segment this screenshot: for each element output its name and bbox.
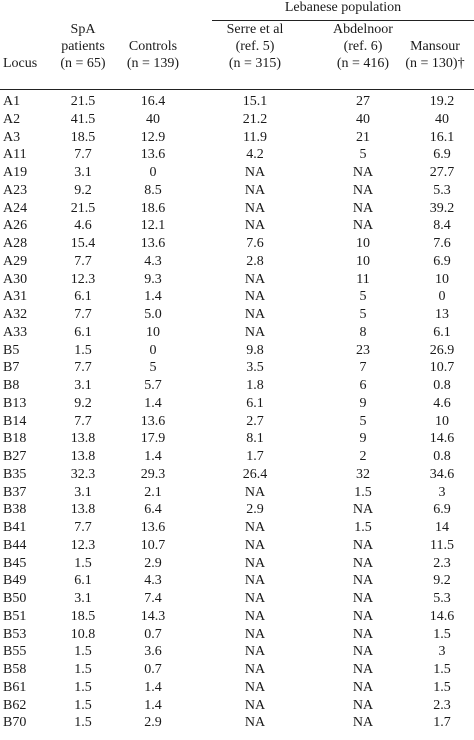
table-row <box>0 519 474 537</box>
serre-cell: NA <box>244 537 266 553</box>
table-row <box>0 182 474 200</box>
controls-cell: 8.5 <box>144 182 162 198</box>
controls-cell: 12.1 <box>140 218 166 234</box>
locus-cell: A30 <box>3 271 28 287</box>
locus-cell: A28 <box>3 236 28 251</box>
spa-patients-cell: 1.5 <box>74 644 92 660</box>
abdelnoor-cell: 11 <box>356 271 370 287</box>
locus-cell: B14 <box>3 413 27 429</box>
mansour-cell: 14.6 <box>429 608 455 624</box>
controls-cell: 16.4 <box>140 94 166 109</box>
table-row <box>0 93 474 111</box>
mansour-cell: 3 <box>438 644 446 660</box>
spa-patients-cell: 3.1 <box>74 378 92 393</box>
abdelnoor-cell: 5 <box>359 413 367 429</box>
controls-cell: 0.7 <box>144 626 162 642</box>
locus-cell: B38 <box>3 502 27 518</box>
table-row <box>0 413 474 431</box>
table-row <box>0 572 474 590</box>
header-line: patients <box>61 39 105 54</box>
table-row <box>0 501 474 519</box>
serre-cell: NA <box>244 697 266 713</box>
controls-cell: 10.7 <box>140 537 166 553</box>
abdelnoor-cell: NA <box>352 697 374 713</box>
abdelnoor-cell: 9 <box>359 395 367 411</box>
locus-cell: B45 <box>3 555 27 571</box>
locus-cell: B41 <box>3 520 27 535</box>
mansour-cell: 5.3 <box>433 182 451 198</box>
controls-cell: 2.9 <box>144 555 162 571</box>
mansour-cell: 27.7 <box>429 165 455 180</box>
locus-cell: A32 <box>3 307 28 322</box>
serre-cell: 9.8 <box>246 342 264 358</box>
spa-patients-cell: 3.1 <box>74 484 92 500</box>
table-row <box>0 590 474 608</box>
locus-cell: A19 <box>3 165 28 180</box>
spa-patients-cell: 1.5 <box>74 697 92 713</box>
mansour-cell: 2.3 <box>433 555 451 571</box>
table-row <box>0 111 474 129</box>
controls-cell: 7.4 <box>144 591 162 606</box>
table-row <box>0 714 474 732</box>
header-line <box>3 21 53 38</box>
header-line: (ref. 6) <box>343 39 383 54</box>
abdelnoor-cell: NA <box>352 182 374 198</box>
header-line: (ref. 5) <box>235 39 275 54</box>
spa-patients-cell: 13.8 <box>70 431 96 447</box>
mansour-cell: 10 <box>435 413 449 429</box>
mansour-cell: 10.7 <box>429 360 455 376</box>
header-line <box>396 21 474 38</box>
table-row <box>0 430 474 448</box>
abdelnoor-cell: NA <box>352 608 374 624</box>
controls-cell: 0 <box>149 342 157 358</box>
locus-cell: B70 <box>3 715 27 731</box>
spa-patients-cell: 3.1 <box>74 165 92 180</box>
controls-cell: 6.4 <box>144 502 162 518</box>
locus-cell: A11 <box>3 147 27 163</box>
spa-patients-cell: 4.6 <box>74 218 92 234</box>
serre-cell: NA <box>244 182 266 198</box>
spa-patients-cell: 12.3 <box>70 537 96 553</box>
table-row <box>0 626 474 644</box>
header-line <box>117 21 189 38</box>
spa-patients-cell: 21.5 <box>70 200 96 216</box>
spa-patients-cell: 21.5 <box>70 94 96 109</box>
mansour-cell: 0.8 <box>433 449 451 464</box>
controls-cell: 1.4 <box>144 289 162 305</box>
serre-cell: NA <box>244 591 266 606</box>
serre-cell: 21.2 <box>242 111 268 127</box>
controls-cell: 18.6 <box>140 200 166 216</box>
abdelnoor-cell: 2 <box>359 449 367 464</box>
controls-cell: 5 <box>149 360 157 376</box>
spa-patients-cell: 12.3 <box>70 271 96 287</box>
locus-cell: B55 <box>3 644 27 660</box>
serre-cell: NA <box>244 520 266 535</box>
locus-cell: B5 <box>3 342 20 358</box>
serre-cell: NA <box>244 662 266 677</box>
mansour-cell: 26.9 <box>429 342 455 358</box>
spa-patients-cell: 1.5 <box>74 555 92 571</box>
table-row <box>0 342 474 360</box>
table-row <box>0 377 474 395</box>
serre-cell: 1.7 <box>246 449 264 464</box>
mansour-cell: 0 <box>438 289 446 305</box>
locus-cell: A33 <box>3 324 28 340</box>
spa-patients-cell: 6.1 <box>74 573 92 589</box>
locus-cell: A29 <box>3 253 28 269</box>
table-row <box>0 288 474 306</box>
abdelnoor-cell: NA <box>352 644 374 660</box>
serre-cell: NA <box>244 289 266 305</box>
serre-cell: NA <box>244 307 266 322</box>
spa-patients-cell: 15.4 <box>70 236 96 251</box>
locus-cell: A31 <box>3 289 28 305</box>
controls-cell: 13.6 <box>140 413 166 429</box>
header-line: Controls <box>128 39 178 54</box>
spa-patients-cell: 13.8 <box>70 502 96 518</box>
controls-cell: 14.3 <box>140 608 166 624</box>
serre-cell: 15.1 <box>242 94 268 109</box>
table-row <box>0 661 474 679</box>
table-row <box>0 679 474 697</box>
spa-patients-cell: 32.3 <box>70 466 96 482</box>
mansour-cell: 1.7 <box>433 715 451 731</box>
controls-cell: 1.4 <box>144 395 162 411</box>
mansour-cell: 14.6 <box>429 431 455 447</box>
mansour-cell: 6.9 <box>433 253 451 269</box>
mansour-cell: 3 <box>438 484 446 500</box>
locus-cell: A2 <box>3 111 21 127</box>
serre-cell: 8.1 <box>246 431 264 447</box>
mansour-cell: 13 <box>435 307 449 322</box>
spa-patients-cell: 7.7 <box>74 253 92 269</box>
serre-cell: NA <box>244 484 266 500</box>
abdelnoor-cell: 10 <box>356 236 370 251</box>
header-line: Mansour <box>410 39 460 54</box>
controls-cell: 4.3 <box>144 253 162 269</box>
abdelnoor-cell: NA <box>352 502 374 518</box>
controls-cell: 2.1 <box>144 484 162 500</box>
controls-cell: 13.6 <box>140 147 166 163</box>
table-row <box>0 146 474 164</box>
abdelnoor-cell: NA <box>352 537 374 553</box>
column-header-serre-et-al <box>210 21 300 72</box>
spa-patients-cell: 1.5 <box>74 662 92 677</box>
table-body <box>0 93 474 732</box>
column-header-mansour <box>396 21 474 72</box>
table-row <box>0 555 474 573</box>
serre-cell: NA <box>244 218 266 234</box>
column-header-locus <box>3 21 53 72</box>
controls-cell: 0 <box>149 165 157 180</box>
abdelnoor-cell: NA <box>352 591 374 606</box>
controls-cell: 13.6 <box>140 236 166 251</box>
controls-cell: 5.0 <box>144 307 162 322</box>
mansour-cell: 19.2 <box>429 94 455 109</box>
table-row <box>0 608 474 626</box>
spa-patients-cell: 41.5 <box>70 111 96 127</box>
abdelnoor-cell: 23 <box>356 342 370 358</box>
table-row <box>0 306 474 324</box>
abdelnoor-cell: NA <box>352 662 374 677</box>
table-row <box>0 484 474 502</box>
spa-patients-cell: 1.5 <box>74 679 92 695</box>
serre-cell: NA <box>244 555 266 571</box>
mansour-cell: 11.5 <box>430 537 454 553</box>
serre-cell: NA <box>244 608 266 624</box>
locus-cell: A24 <box>3 200 28 216</box>
locus-cell: A26 <box>3 218 28 234</box>
locus-cell: A1 <box>3 94 21 109</box>
header-line: Locus <box>3 56 38 71</box>
mansour-cell: 6.9 <box>433 147 451 163</box>
mansour-cell: 1.5 <box>433 662 451 677</box>
header-line: SpA <box>70 22 96 37</box>
table-row <box>0 235 474 253</box>
locus-cell: A23 <box>3 182 28 198</box>
mansour-cell: 8.4 <box>433 218 451 234</box>
table-row <box>0 466 474 484</box>
table-row <box>0 359 474 377</box>
table-row <box>0 129 474 147</box>
locus-cell: A3 <box>3 129 21 145</box>
column-header-spa-patients <box>51 21 115 72</box>
serre-cell: 2.7 <box>246 413 264 429</box>
serre-cell: NA <box>244 165 266 180</box>
serre-cell: 3.5 <box>246 360 264 376</box>
serre-cell: NA <box>244 573 266 589</box>
abdelnoor-cell: NA <box>352 555 374 571</box>
abdelnoor-cell: 21 <box>356 129 370 145</box>
spa-patients-cell: 1.5 <box>74 715 92 731</box>
serre-cell: 2.8 <box>246 253 264 269</box>
serre-cell: NA <box>244 200 266 216</box>
abdelnoor-cell: NA <box>352 573 374 589</box>
table-row <box>0 324 474 342</box>
header-rule <box>0 89 474 90</box>
spa-patients-cell: 7.7 <box>74 147 92 163</box>
locus-cell: B35 <box>3 466 27 482</box>
table-row <box>0 448 474 466</box>
serre-cell: 11.9 <box>243 129 267 145</box>
serre-cell: 4.2 <box>246 147 264 163</box>
locus-cell: B49 <box>3 573 27 589</box>
table-row <box>0 643 474 661</box>
abdelnoor-cell: NA <box>352 679 374 695</box>
spa-patients-cell: 7.7 <box>74 360 92 376</box>
header-line: (n = 65) <box>60 56 106 71</box>
abdelnoor-cell: NA <box>352 715 374 731</box>
locus-cell: B62 <box>3 697 27 713</box>
header-line: (n = 139) <box>126 56 180 71</box>
serre-cell: 6.1 <box>246 395 264 411</box>
header-line <box>3 38 53 55</box>
abdelnoor-cell: 5 <box>359 307 367 322</box>
serre-cell: NA <box>244 271 266 287</box>
serre-cell: 7.6 <box>246 236 264 251</box>
serre-cell: NA <box>244 715 266 731</box>
mansour-cell: 10 <box>435 271 449 287</box>
controls-cell: 10 <box>146 324 160 340</box>
abdelnoor-cell: 32 <box>356 466 370 482</box>
table-row <box>0 395 474 413</box>
spa-patients-cell: 6.1 <box>74 324 92 340</box>
abdelnoor-cell: 5 <box>359 289 367 305</box>
group-header-lebanese-population: Lebanese population <box>284 0 402 15</box>
spa-patients-cell: 3.1 <box>74 591 92 606</box>
controls-cell: 1.4 <box>144 697 162 713</box>
locus-cell: B58 <box>3 662 27 677</box>
column-header-controls <box>117 21 189 72</box>
table-row <box>0 200 474 218</box>
mansour-cell: 16.1 <box>429 129 455 145</box>
header-line: Serre et al <box>226 22 284 37</box>
mansour-cell: 4.6 <box>433 395 451 411</box>
abdelnoor-cell: NA <box>352 626 374 642</box>
abdelnoor-cell: 1.5 <box>354 484 372 500</box>
spa-patients-cell: 7.7 <box>74 520 92 535</box>
serre-cell: NA <box>244 679 266 695</box>
spa-patients-cell: 13.8 <box>70 449 96 464</box>
controls-cell: 29.3 <box>140 466 166 482</box>
controls-cell: 3.6 <box>144 644 162 660</box>
spa-patients-cell: 18.5 <box>70 129 96 145</box>
controls-cell: 2.9 <box>144 715 162 731</box>
mansour-cell: 14 <box>435 520 449 535</box>
mansour-cell: 5.3 <box>433 591 451 606</box>
spa-patients-cell: 7.7 <box>74 413 92 429</box>
controls-cell: 1.4 <box>144 449 162 464</box>
abdelnoor-cell: 7 <box>359 360 367 376</box>
abdelnoor-cell: 40 <box>356 111 370 127</box>
abdelnoor-cell: 1.5 <box>354 520 372 535</box>
mansour-cell: 6.9 <box>433 502 451 518</box>
serre-cell: NA <box>244 644 266 660</box>
abdelnoor-cell: 27 <box>356 94 370 109</box>
locus-cell: B61 <box>3 679 27 695</box>
mansour-cell: 1.5 <box>433 679 451 695</box>
mansour-cell: 34.6 <box>429 466 455 482</box>
abdelnoor-cell: NA <box>352 200 374 216</box>
controls-cell: 12.9 <box>140 129 166 145</box>
table-row <box>0 164 474 182</box>
mansour-cell: 9.2 <box>433 573 451 589</box>
mansour-cell: 39.2 <box>429 200 455 216</box>
mansour-cell: 1.5 <box>433 626 451 642</box>
controls-cell: 13.6 <box>140 520 166 535</box>
table-row <box>0 697 474 715</box>
header-line: (n = 130)† <box>405 56 465 71</box>
spa-patients-cell: 18.5 <box>70 608 96 624</box>
table-row <box>0 537 474 555</box>
spa-patients-cell: 9.2 <box>74 395 92 411</box>
locus-cell: B27 <box>3 449 27 464</box>
serre-cell: NA <box>244 626 266 642</box>
locus-cell: B53 <box>3 626 27 642</box>
controls-cell: 0.7 <box>144 662 162 677</box>
controls-cell: 40 <box>146 111 160 127</box>
spa-patients-cell: 1.5 <box>74 342 92 358</box>
serre-cell: 26.4 <box>242 466 268 482</box>
controls-cell: 4.3 <box>144 573 162 589</box>
serre-cell: NA <box>244 324 266 340</box>
table-row <box>0 217 474 235</box>
locus-cell: B7 <box>3 360 20 376</box>
spa-patients-cell: 10.8 <box>70 626 96 642</box>
mansour-cell: 7.6 <box>433 236 451 251</box>
controls-cell: 5.7 <box>144 378 162 393</box>
abdelnoor-cell: 8 <box>359 324 367 340</box>
abdelnoor-cell: 9 <box>359 431 367 447</box>
serre-cell: 1.8 <box>246 378 264 393</box>
locus-cell: B8 <box>3 378 20 393</box>
locus-cell: B51 <box>3 608 27 624</box>
locus-cell: B18 <box>3 431 27 447</box>
locus-cell: B13 <box>3 395 27 411</box>
header-line: (n = 315) <box>228 56 282 71</box>
locus-cell: B44 <box>3 537 27 553</box>
header-line: Abdelnoor <box>333 22 393 37</box>
controls-cell: 9.3 <box>144 271 162 287</box>
abdelnoor-cell: NA <box>352 218 374 234</box>
spa-patients-cell: 7.7 <box>74 307 92 322</box>
spa-patients-cell: 6.1 <box>74 289 92 305</box>
mansour-cell: 40 <box>435 111 449 127</box>
locus-cell: B37 <box>3 484 27 500</box>
table-row <box>0 271 474 289</box>
mansour-cell: 6.1 <box>433 324 451 340</box>
table-row <box>0 253 474 271</box>
controls-cell: 17.9 <box>140 431 166 447</box>
spa-patients-cell: 9.2 <box>74 182 92 198</box>
abdelnoor-cell: NA <box>352 165 374 180</box>
serre-cell: 2.9 <box>246 502 264 518</box>
abdelnoor-cell: 5 <box>359 147 367 163</box>
abdelnoor-cell: 10 <box>356 253 370 269</box>
mansour-cell: 0.8 <box>433 378 451 393</box>
locus-cell: B50 <box>3 591 27 606</box>
header-line: (n = 416) <box>336 56 390 71</box>
mansour-cell: 2.3 <box>433 697 451 713</box>
controls-cell: 1.4 <box>144 679 162 695</box>
abdelnoor-cell: 6 <box>359 378 367 393</box>
